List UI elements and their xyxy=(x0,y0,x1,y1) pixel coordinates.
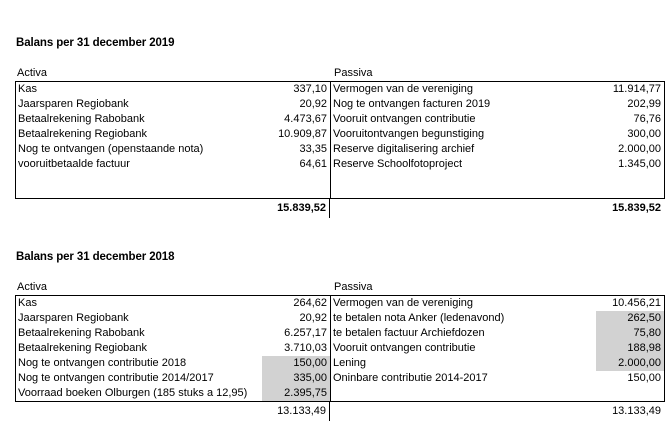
row-label: Reserve Schoolfotoproject xyxy=(333,158,463,170)
row-amount xyxy=(596,386,664,399)
row-label: te betalen nota Anker (ledenavond) xyxy=(333,312,505,324)
row-amount: 11.914,77 xyxy=(612,83,661,95)
row-label: Betaalrekening Rabobank xyxy=(18,113,145,125)
column-headers-2018 xyxy=(15,280,665,295)
table-row xyxy=(16,386,330,401)
row-label xyxy=(331,185,596,198)
row-amount: 2.000,00 xyxy=(596,356,664,371)
row-amount xyxy=(596,172,664,185)
row-label: Reserve digitalisering archief xyxy=(333,143,475,155)
row-label: Vermogen van de vereniging xyxy=(333,297,474,309)
table-row xyxy=(16,296,330,311)
activa-rows-2018 xyxy=(16,296,330,401)
row-amount: 337,10 xyxy=(293,83,327,95)
table-row-blank xyxy=(331,172,664,185)
table-row xyxy=(331,341,664,356)
total-activa-2018: 13.133,49 xyxy=(15,402,330,421)
row-amount: 4.473,67 xyxy=(284,113,327,125)
row-amount: 33,35 xyxy=(299,143,327,155)
table-row-blank xyxy=(331,386,664,399)
row-label: Jaarsparen Regiobank xyxy=(18,98,129,110)
row-amount: 150,00 xyxy=(627,372,661,384)
section-title-2019: Balans per 31 december 2019 xyxy=(16,37,175,49)
row-amount: 2.000,00 xyxy=(618,143,661,155)
table-row xyxy=(16,112,330,127)
row-label: Kas xyxy=(18,83,37,95)
row-label xyxy=(331,386,596,399)
row-label: Vooruit ontvangen contributie xyxy=(333,113,476,125)
table-row xyxy=(16,157,330,172)
activa-side-2019 xyxy=(16,82,331,198)
row-amount: 300,00 xyxy=(627,128,661,140)
row-label xyxy=(16,172,262,185)
table-row-blank xyxy=(16,185,330,198)
row-label: Betaalrekening Rabobank xyxy=(18,327,145,339)
activa-side-2018 xyxy=(16,296,331,401)
column-header-passiva-2019: Passiva xyxy=(334,67,373,79)
row-amount: 20,92 xyxy=(299,312,327,324)
row-label: Vooruit ontvangen contributie xyxy=(333,342,476,354)
row-label: Lening xyxy=(333,357,367,369)
row-amount: 202,99 xyxy=(627,98,661,110)
table-row xyxy=(331,97,664,112)
column-header-passiva-2018: Passiva xyxy=(334,281,373,293)
table-row xyxy=(331,296,664,311)
row-amount: 262,50 xyxy=(596,311,664,326)
row-amount: 76,76 xyxy=(633,113,661,125)
table-row xyxy=(16,326,330,341)
totals-row-2018 xyxy=(15,402,665,421)
totals-row-2019 xyxy=(15,199,665,218)
row-label: Kas xyxy=(18,297,37,309)
table-row xyxy=(16,142,330,157)
column-header-activa-2018: Activa xyxy=(17,281,47,293)
balance-section-2019 xyxy=(15,36,665,218)
table-row xyxy=(16,371,330,386)
table-row xyxy=(331,142,664,157)
total-activa-2019: 15.839,52 xyxy=(15,199,330,218)
row-label: Betaalrekening Regiobank xyxy=(18,342,148,354)
row-amount xyxy=(262,185,330,198)
row-label xyxy=(331,172,596,185)
table-row xyxy=(331,326,664,341)
row-amount: 150,00 xyxy=(262,356,330,371)
row-label: Nog te ontvangen contributie 2018 xyxy=(18,357,187,369)
row-amount: 6.257,17 xyxy=(284,327,327,339)
activa-rows-2019 xyxy=(16,82,330,198)
table-row xyxy=(16,82,330,97)
passiva-rows-2019 xyxy=(331,82,664,198)
row-amount: 64,61 xyxy=(299,158,327,170)
row-amount: 188,98 xyxy=(596,341,664,356)
row-amount: 20,92 xyxy=(299,98,327,110)
column-headers-2019 xyxy=(15,66,665,81)
row-amount: 10.909,87 xyxy=(278,128,327,140)
table-row xyxy=(331,112,664,127)
table-row xyxy=(331,82,664,97)
row-label: Vermogen van de vereniging xyxy=(333,83,474,95)
row-amount xyxy=(596,185,664,198)
total-passiva-2018: 13.133,49 xyxy=(612,405,661,417)
row-label: Betaalrekening Regiobank xyxy=(18,128,148,140)
balance-table-2019 xyxy=(15,81,665,199)
table-row xyxy=(331,311,664,326)
row-label: Vooruitontvangen begunstiging xyxy=(333,128,485,140)
row-label: te betalen factuur Archiefdozen xyxy=(333,327,485,339)
balance-table-2018 xyxy=(15,295,665,402)
row-amount: 335,00 xyxy=(262,371,330,386)
row-label: Jaarsparen Regiobank xyxy=(18,312,129,324)
row-amount: 10.456,21 xyxy=(612,297,661,309)
table-row xyxy=(331,356,664,371)
row-label: vooruitbetaalde factuur xyxy=(18,158,130,170)
table-row-blank xyxy=(331,185,664,198)
passiva-rows-2018 xyxy=(331,296,664,399)
balance-section-2018 xyxy=(15,250,665,421)
row-amount: 1.345,00 xyxy=(618,158,661,170)
row-amount: 3.710,03 xyxy=(284,342,327,354)
column-header-activa-2019: Activa xyxy=(17,67,47,79)
row-amount: 2.395,75 xyxy=(262,386,330,401)
table-row xyxy=(16,341,330,356)
row-label: Nog te ontvangen contributie 2014/2017 xyxy=(18,372,214,384)
row-label: Nog te ontvangen (openstaande nota) xyxy=(18,143,204,155)
section-title-2018: Balans per 31 december 2018 xyxy=(16,251,175,263)
row-label: Nog te ontvangen facturen 2019 xyxy=(333,98,491,110)
row-amount: 264,62 xyxy=(293,297,327,309)
table-row xyxy=(16,127,330,142)
row-label: Oninbare contributie 2014-2017 xyxy=(333,372,488,384)
table-row xyxy=(331,127,664,142)
total-passiva-2019: 15.839,52 xyxy=(612,202,661,214)
passiva-side-2018 xyxy=(331,296,664,401)
row-label xyxy=(16,185,262,198)
row-amount: 75,80 xyxy=(596,326,664,341)
table-row xyxy=(331,157,664,172)
row-amount xyxy=(262,172,330,185)
table-row xyxy=(331,371,664,386)
table-row-blank xyxy=(16,172,330,185)
table-row xyxy=(16,311,330,326)
row-label: Voorraad boeken Olburgen (185 stuks a 12,95) xyxy=(18,387,248,399)
table-row xyxy=(16,97,330,112)
passiva-side-2019 xyxy=(331,82,664,198)
table-row xyxy=(16,356,330,371)
